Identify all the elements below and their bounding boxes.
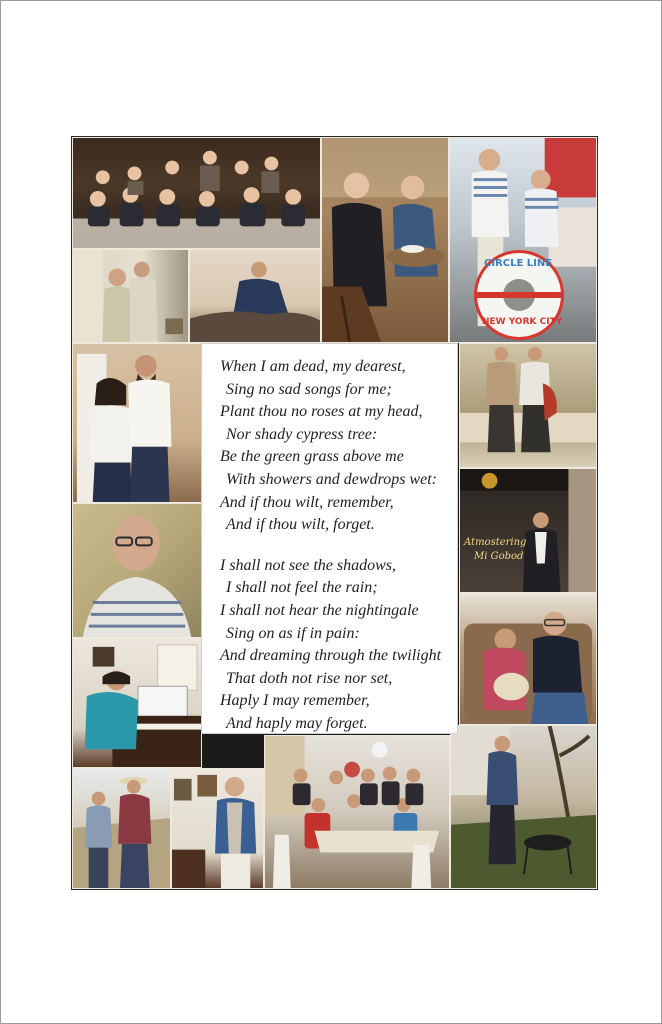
poem-line: Haply I may remember, (220, 692, 370, 710)
circle-line-text: CIRCLE LINE (484, 258, 553, 269)
photo-man-at-piano (72, 638, 202, 768)
photo-couple-circle-line (449, 137, 597, 343)
photo-family-table (264, 735, 450, 889)
photo-couple-indoor (72, 249, 189, 343)
poem-line: With showers and dewdrops wet: (226, 470, 437, 488)
photo-couple-sofa (459, 593, 597, 725)
photo-couple-desert (72, 768, 171, 889)
poem-line: I shall not hear the nightingale (220, 601, 419, 619)
poem-text (220, 356, 441, 736)
poem-line: When I am dead, my dearest, (220, 358, 406, 375)
photo-man-storefront (459, 468, 597, 593)
photo-couple-waterfront (459, 343, 597, 468)
photo-couple-portrait (72, 343, 202, 503)
poem-line: Plant thou no roses at my head, (220, 403, 423, 421)
poem-line: Sing no sad songs for me; (226, 380, 392, 398)
poem-line: And haply may forget. (226, 714, 368, 732)
stanza-gap (220, 537, 441, 555)
photo-man-glasses-closeup (72, 503, 202, 638)
photo-man-kitchen (171, 768, 264, 889)
poem-line: Sing on as if in pain: (226, 624, 360, 642)
new-york-city-text: NEW YORK CITY (482, 317, 563, 327)
photo-two-men-table (321, 137, 449, 343)
photo-man-on-rock (189, 249, 321, 343)
poem-line: I shall not feel the rain; (226, 579, 378, 597)
poem-line: And dreaming through the twilight (220, 647, 442, 665)
poem-line: Be the green grass above me (220, 448, 404, 466)
photo-man-barbecue (450, 725, 597, 889)
photo-group-dinner (72, 137, 321, 249)
poem-line: That doth not rise nor set, (226, 669, 393, 687)
poem-panel (201, 343, 458, 734)
poem-line: Nor shady cypress tree: (226, 425, 378, 443)
storefront-sign-line2: Mi Gobod (474, 551, 524, 562)
storefront-sign-line1: Atmostering (464, 537, 527, 548)
poem-line: And if thou wilt, remember, (220, 493, 394, 511)
poem-line: I shall not see the shadows, (220, 556, 396, 574)
poem-line: And if thou wilt, forget. (226, 516, 375, 534)
